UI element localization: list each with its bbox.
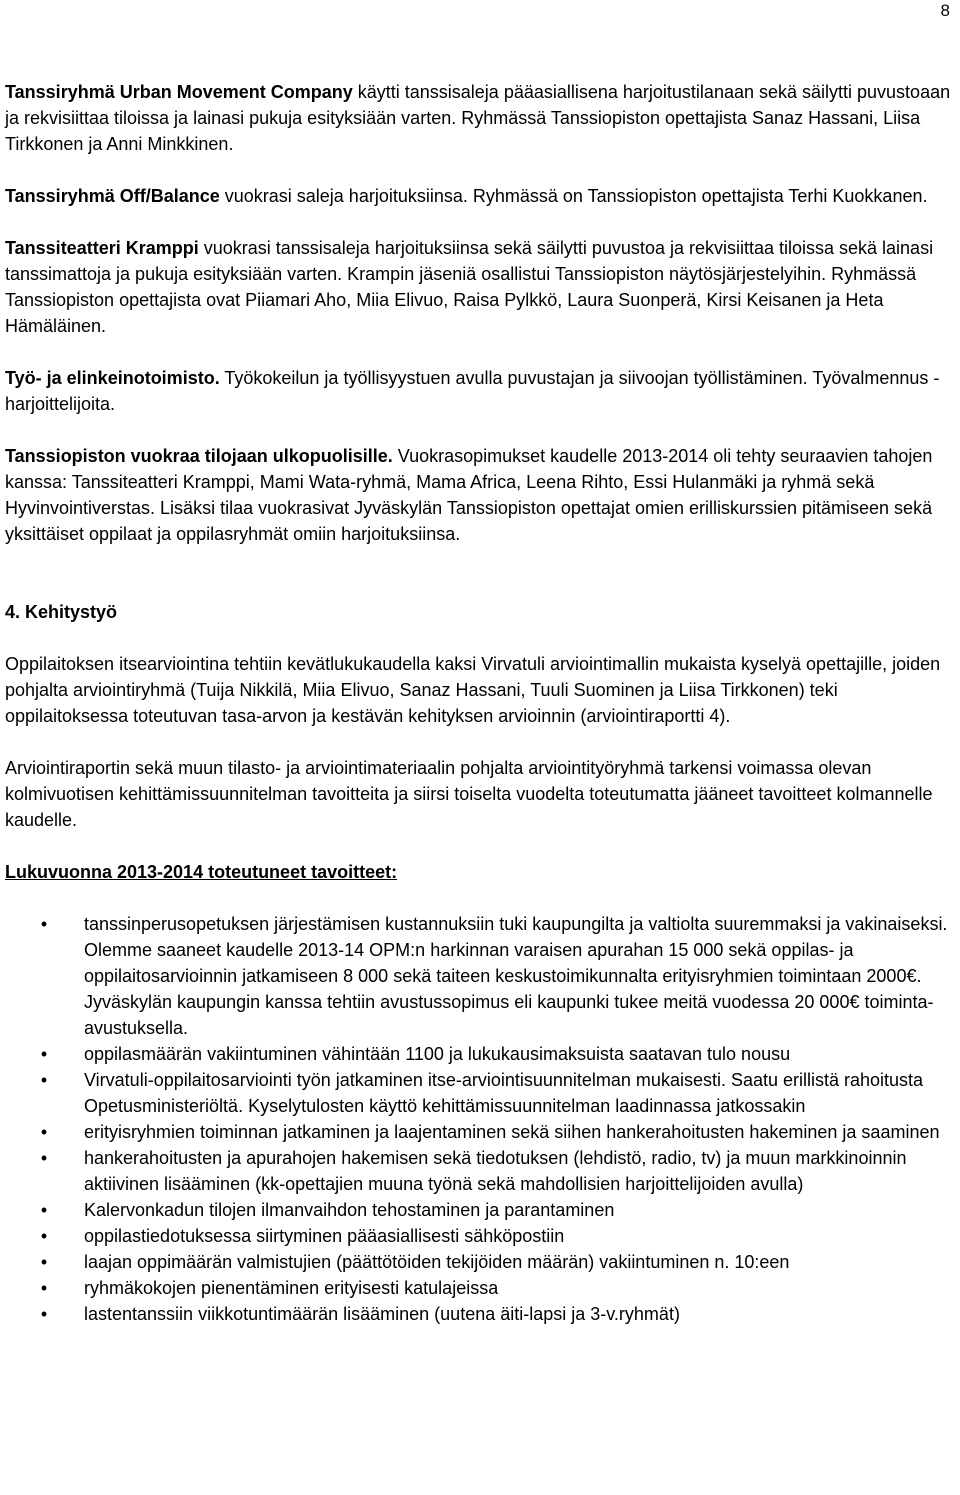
paragraph-text: käytti tanssisaleja pääasiallisena harjoitustilanaan sekä säilytti puvustoaan ja rekvisiittaa tiloissa ja lainasi pukuja esityksiään varten. Ryhmässä Tanssiopiston opettajista Sanaz Hassani, Liisa Tirkkonen ja Anni Minkkinen.	[5, 82, 951, 154]
list-item	[5, 1145, 955, 1197]
bullet-icon: •	[40, 1148, 48, 1168]
paragraph-lead-bold: Tanssiteatteri Kramppi	[5, 238, 199, 258]
list-item	[5, 1301, 955, 1327]
document-body	[5, 79, 955, 1327]
paragraph-text: Työkokeilun ja työllisyystuen avulla puvustajan ja siivoojan työllistäminen. Työvalmennus -harjoittelijoita.	[5, 368, 940, 414]
list-item-text: lastentanssiin viikkotuntimäärän lisääminen (uutena äiti-lapsi ja 3-v.ryhmät)	[84, 1304, 680, 1324]
bullet-icon: •	[40, 1070, 48, 1090]
bullet-icon: •	[40, 1252, 48, 1272]
goals-heading: Lukuvuonna 2013-2014 toteutuneet tavoitteet:	[5, 862, 398, 882]
list-item-text: oppilastiedotuksessa siirtyminen pääasiallisesti sähköpostiin	[84, 1226, 565, 1246]
paragraph-lead-bold: Tanssiryhmä Urban Movement Company	[5, 82, 353, 102]
section-heading: 4. Kehitystyö	[5, 602, 118, 622]
list-item	[5, 1197, 955, 1223]
list-item	[5, 1223, 955, 1249]
list-item	[5, 1275, 955, 1301]
paragraph-lead-bold: Tanssiryhmä Off/Balance	[5, 186, 220, 206]
paragraph-text: vuokrasi saleja harjoituksiinsa. Ryhmässä on Tanssiopiston opettajista Terhi Kuokkanen.	[219, 186, 928, 206]
list-item-text: oppilasmäärän vakiintuminen vähintään 1100 ja lukukausimaksuista saatavan tulo nousu	[84, 1044, 791, 1064]
paragraph-evaluation-report: Arviointiraportin sekä muun tilasto- ja arviointimateriaalin pohjalta arviointityöryhmä tarkensi voimassa olevan kolmivuotisen kehittämissuunnitelman tavoitteita ja siirsi toiselta vuodelta toteutumatta jääneet tavoitteet kolmannelle kaudelle.	[5, 758, 933, 830]
goals-list	[5, 911, 955, 1327]
bullet-icon: •	[40, 914, 48, 934]
list-item-text: hankerahoitusten ja apurahojen hakemisen sekä tiedotuksen (lehdistö, radio, tv) ja muun markkinoinnin aktiivinen lisääminen (kk-opettajien muuna työnä sekä mahdollisien harjoittelijoiden avulla)	[84, 1148, 907, 1194]
list-item	[5, 1067, 955, 1119]
list-item	[5, 1249, 955, 1275]
list-item-text: tanssinperusopetuksen järjestämisen kustannuksiin tuki kaupungilta ja valtiolta suuremmaksi ja vakinaiseksi. Olemme saaneet kaudelle 2013-14 OPM:n harkinnan varaisen apurahan 15 000 sekä oppilas- ja oppilaitosarvioinnin jatkamiseen 8 000 sekä taiteen keskustoimikunnalta erityisryhmien toimintaan 2000€. Jyväskylän kaupungin kanssa tehtiin avustussopimus eli kaupunki tukee meitä vuodessa 20 000€ toiminta-avustuksella.	[84, 914, 948, 1038]
bullet-icon: •	[40, 1122, 48, 1142]
paragraph-self-evaluation: Oppilaitoksen itsearviointina tehtiin kevätlukukaudella kaksi Virvatuli arviointimallin mukaista kyselyä opettajille, joiden pohjalta arviointiryhmä (Tuija Nikkilä, Miia Elivuo, Sanaz Hassani, Tuuli Suominen ja Liisa Tirkkonen) teki oppilaitoksessa toteutuvan tasa-arvon ja kestävän kehityksen arvioinnin (arviointiraportti 4).	[5, 654, 941, 726]
list-item-text: ryhmäkokojen pienentäminen erityisesti katulajeissa	[84, 1278, 499, 1298]
paragraph-text: Vuokrasopimukset kaudelle 2013-2014 oli tehty seuraavien tahojen kanssa: Tanssiteatteri Kramppi, Mami Wata-ryhmä, Mama Africa, Leena Rihto, Essi Hulanmäki ja ryhmä sekä Hyvinvointiverstas. Lisäksi tilaa vuokrasivat Jyväskylän Tanssiopiston opettajat omien erilliskurssien pitämiseen sekä yksittäiset oppilaat ja oppilasryhmät omiin harjoituksiinsa.	[5, 446, 933, 544]
bullet-icon: •	[40, 1304, 48, 1324]
list-item	[5, 1119, 955, 1145]
paragraph-lead-bold: Tanssiopiston vuokraa tilojaan ulkopuolisille.	[5, 446, 393, 466]
paragraph-te-toimisto	[5, 365, 955, 417]
bullet-icon: •	[40, 1226, 48, 1246]
list-item-text: laajan oppimäärän valmistujien (päättötöiden tekijöiden määrän) vakiintuminen n. 10:een	[84, 1252, 790, 1272]
paragraph-urban-movement	[5, 79, 955, 157]
list-item-text: Virvatuli-oppilaitosarviointi työn jatkaminen itse-arviointisuunnitelman mukaisesti. Saatu erillistä rahoitusta Opetusministeriöltä. Kyselytulosten käyttö kehittämissuunnitelman laadinnassa jatkossakin	[84, 1070, 924, 1116]
paragraph-rentals	[5, 443, 955, 547]
page-number: 8	[940, 1, 950, 20]
paragraph-text: vuokrasi tanssisaleja harjoituksiinsa sekä säilytti puvustoa ja rekvisiittaa tiloissa sekä lainasi tanssimattoja ja pukuja esityksiään varten. Krampin jäseniä osallistui Tanssiopiston näytösjärjestelyihin. Ryhmässä Tanssiopiston opettajista ovat Piiamari Aho, Miia Elivuo, Raisa Pylkkö, Laura Suonperä, Kirsi Keisanen ja Heta Hämäläinen.	[5, 238, 934, 336]
bullet-icon: •	[40, 1044, 48, 1064]
list-item-text: Kalervonkadun tilojen ilmanvaihdon tehostaminen ja parantaminen	[84, 1200, 615, 1220]
list-item	[5, 1041, 955, 1067]
bullet-icon: •	[40, 1278, 48, 1298]
paragraph-kramppi	[5, 235, 955, 339]
list-item	[5, 911, 955, 1041]
bullet-icon: •	[40, 1200, 48, 1220]
paragraph-lead-bold: Työ- ja elinkeinotoimisto.	[5, 368, 220, 388]
paragraph-off-balance	[5, 183, 955, 209]
list-item-text: erityisryhmien toiminnan jatkaminen ja laajentaminen sekä siihen hankerahoitusten hakeminen ja saaminen	[84, 1122, 940, 1142]
